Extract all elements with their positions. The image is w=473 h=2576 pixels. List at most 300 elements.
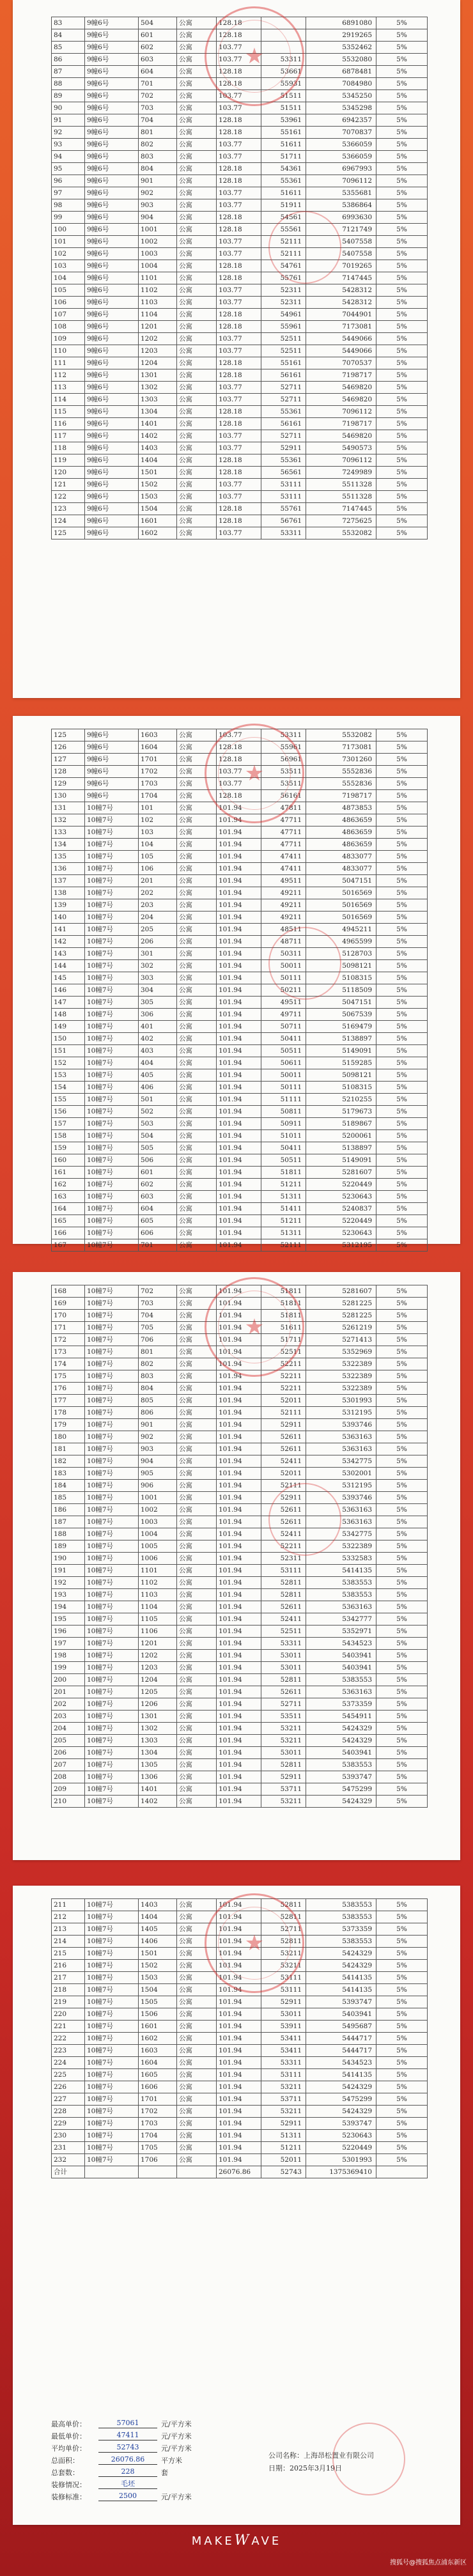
table-cell: 5469820 xyxy=(306,394,376,406)
table-cell: 101.94 xyxy=(217,1911,261,1923)
table-cell: 5403941 xyxy=(306,1747,376,1759)
table-cell: 148 xyxy=(52,1009,85,1021)
table-cell: 56561 xyxy=(261,467,306,479)
table-row xyxy=(52,90,428,102)
table-cell: 公寓 xyxy=(177,321,217,333)
table-cell: 5% xyxy=(376,1298,428,1310)
table-cell: 7019265 xyxy=(306,260,376,272)
table-cell: 101.94 xyxy=(217,1191,261,1203)
table-cell: 113 xyxy=(52,382,85,394)
table-cell: 5393746 xyxy=(306,1492,376,1504)
table-cell: 5% xyxy=(376,863,428,875)
table-cell: 5% xyxy=(376,1215,428,1227)
table-row xyxy=(52,1215,428,1227)
table-row xyxy=(52,1528,428,1540)
table-cell: 5% xyxy=(376,754,428,766)
table-cell: 701 xyxy=(139,1239,177,1252)
table-cell: 5% xyxy=(376,1650,428,1662)
table-cell: 6942357 xyxy=(306,114,376,127)
table-row xyxy=(52,479,428,491)
table-cell: 公寓 xyxy=(177,1686,217,1698)
table-cell: 5469820 xyxy=(306,382,376,394)
table-cell: 5511328 xyxy=(306,491,376,503)
table-cell: 50811 xyxy=(261,1106,306,1118)
table-cell: 1601 xyxy=(139,515,177,527)
table-cell: 5532082 xyxy=(306,729,376,741)
table-cell: 702 xyxy=(139,90,177,102)
table-cell: 公寓 xyxy=(177,1972,217,1984)
table-cell: 101.94 xyxy=(217,1936,261,1948)
table-cell: 52011 xyxy=(261,1468,306,1480)
table-cell: 5393747 xyxy=(306,1996,376,2008)
table-row xyxy=(52,984,428,997)
table-cell: 101.94 xyxy=(217,1626,261,1638)
table-row xyxy=(52,839,428,851)
table-cell: 51811 xyxy=(261,1298,306,1310)
table-cell: 公寓 xyxy=(177,1057,217,1069)
table-cell: 公寓 xyxy=(177,1723,217,1735)
table-cell: 5% xyxy=(376,1455,428,1468)
table-cell: 1502 xyxy=(139,1960,177,1972)
table-cell: 128.18 xyxy=(217,515,261,527)
table-cell: 231 xyxy=(52,2142,85,2154)
table-cell: 5% xyxy=(376,1468,428,1480)
table-cell: 公寓 xyxy=(177,1130,217,1142)
table-cell: 5% xyxy=(376,1972,428,1984)
table-cell: 144 xyxy=(52,960,85,972)
table-cell: 603 xyxy=(139,1191,177,1203)
table-cell: 10幢7号 xyxy=(85,1686,139,1698)
table-cell: 5% xyxy=(376,2069,428,2081)
table-cell: 9幢6号 xyxy=(85,29,139,42)
summary-label: 平均单价： xyxy=(51,2444,86,2453)
table-cell: 5% xyxy=(376,1553,428,1565)
table-row xyxy=(52,369,428,382)
table-cell: 198 xyxy=(52,1650,85,1662)
table-cell: 5% xyxy=(376,875,428,887)
table-row xyxy=(52,899,428,912)
table-cell: 5383553 xyxy=(306,1899,376,1911)
table-cell: 97 xyxy=(52,187,85,199)
table-cell: 公寓 xyxy=(177,2093,217,2106)
table-cell: 5428312 xyxy=(306,297,376,309)
table-cell: 1005 xyxy=(139,1540,177,1553)
table-cell: 公寓 xyxy=(177,454,217,467)
table-row xyxy=(52,1285,428,1298)
table-cell: 177 xyxy=(52,1395,85,1407)
table-cell: 52011 xyxy=(261,1395,306,1407)
table-cell: 10幢7号 xyxy=(85,851,139,863)
total-cell: 26076.86 xyxy=(217,2166,261,2178)
table-cell: 7096112 xyxy=(306,406,376,418)
table-cell: 10幢7号 xyxy=(85,936,139,948)
table-cell: 103.77 xyxy=(217,345,261,357)
table-cell: 1601 xyxy=(139,2021,177,2033)
table-cell: 101.94 xyxy=(217,1239,261,1252)
summary-row xyxy=(51,2454,262,2466)
table-cell: 184 xyxy=(52,1480,85,1492)
table-cell: 902 xyxy=(139,187,177,199)
summary-value: 2500 xyxy=(98,2492,157,2501)
table-row xyxy=(52,1577,428,1589)
table-cell: 5% xyxy=(376,960,428,972)
table-row xyxy=(52,948,428,960)
table-cell: 10幢7号 xyxy=(85,1045,139,1057)
table-cell: 101.94 xyxy=(217,1203,261,1215)
table-cell: 5% xyxy=(376,29,428,42)
table-cell: 56761 xyxy=(261,515,306,527)
table-cell: 53711 xyxy=(261,2093,306,2106)
table-cell: 90 xyxy=(52,102,85,114)
table-row xyxy=(52,1553,428,1565)
table-row xyxy=(52,66,428,78)
table-cell: 1301 xyxy=(139,1711,177,1723)
table-cell: 10幢7号 xyxy=(85,1650,139,1662)
table-cell: 51911 xyxy=(261,199,306,212)
table-cell: 5552836 xyxy=(306,778,376,790)
table-cell: 5% xyxy=(376,175,428,187)
table-cell: 501 xyxy=(139,1094,177,1106)
price-summary xyxy=(51,2417,262,2502)
table-cell: 101.94 xyxy=(217,1723,261,1735)
table-cell: 101.94 xyxy=(217,1553,261,1565)
table-row xyxy=(52,224,428,236)
table-cell: 5% xyxy=(376,1996,428,2008)
table-cell: 5067539 xyxy=(306,1009,376,1021)
table-cell: 53411 xyxy=(261,2033,306,2045)
table-cell: 7147445 xyxy=(306,272,376,284)
table-cell: 5414135 xyxy=(306,1984,376,1996)
table-cell: 7096112 xyxy=(306,175,376,187)
table-cell: 206 xyxy=(139,936,177,948)
table-cell: 101.94 xyxy=(217,1899,261,1911)
table-cell: 5271413 xyxy=(306,1334,376,1346)
table-cell: 204 xyxy=(52,1723,85,1735)
table-cell: 9幢6号 xyxy=(85,42,139,54)
table-row xyxy=(52,802,428,814)
table-cell: 5% xyxy=(376,2154,428,2166)
table-cell: 5469820 xyxy=(306,430,376,442)
table-cell: 5% xyxy=(376,741,428,754)
table-cell: 187 xyxy=(52,1516,85,1528)
table-cell: 公寓 xyxy=(177,1899,217,1911)
table-cell: 5% xyxy=(376,1383,428,1395)
table-cell: 151 xyxy=(52,1045,85,1057)
table-cell: 106 xyxy=(139,863,177,875)
table-cell: 10幢7号 xyxy=(85,1923,139,1936)
table-cell: 128.18 xyxy=(217,418,261,430)
table-cell: 5% xyxy=(376,454,428,467)
table-row xyxy=(52,1601,428,1613)
table-cell: 904 xyxy=(139,212,177,224)
table-cell: 1604 xyxy=(139,2057,177,2069)
table-row xyxy=(52,163,428,175)
table-cell: 1304 xyxy=(139,1747,177,1759)
table-cell: 102 xyxy=(52,248,85,260)
table-row xyxy=(52,1154,428,1167)
table-cell: 公寓 xyxy=(177,1528,217,1540)
table-cell: 5138897 xyxy=(306,1033,376,1045)
table-cell: 5% xyxy=(376,260,428,272)
table-row xyxy=(52,236,428,248)
table-cell: 101 xyxy=(52,236,85,248)
table-cell: 1201 xyxy=(139,1638,177,1650)
table-cell: 50011 xyxy=(261,960,306,972)
table-cell: 55761 xyxy=(261,503,306,515)
table-cell: 5% xyxy=(376,1419,428,1431)
table-cell: 5% xyxy=(376,1948,428,1960)
table-cell: 5% xyxy=(376,17,428,29)
table-cell: 163 xyxy=(52,1191,85,1203)
table-cell: 101.94 xyxy=(217,2045,261,2057)
table-cell: 5552836 xyxy=(306,766,376,778)
table-row xyxy=(52,826,428,839)
table-cell: 128.18 xyxy=(217,212,261,224)
pricing-table-2 xyxy=(51,729,428,1252)
table-cell: 134 xyxy=(52,839,85,851)
table-cell: 101.94 xyxy=(217,1735,261,1747)
table-cell: 公寓 xyxy=(177,248,217,260)
table-cell: 5363163 xyxy=(306,1504,376,1516)
table-cell: 101.94 xyxy=(217,1334,261,1346)
table-cell: 5% xyxy=(376,2033,428,2045)
table-row xyxy=(52,790,428,802)
table-cell: 公寓 xyxy=(177,1431,217,1443)
table-cell: 141 xyxy=(52,924,85,936)
table-cell: 127 xyxy=(52,754,85,766)
table-cell: 228 xyxy=(52,2106,85,2118)
table-cell: 10幢7号 xyxy=(85,863,139,875)
table-cell: 103.77 xyxy=(217,333,261,345)
table-cell: 5% xyxy=(376,1322,428,1334)
table-cell: 公寓 xyxy=(177,2033,217,2045)
table-cell: 10幢7号 xyxy=(85,1480,139,1492)
table-cell: 51611 xyxy=(261,139,306,151)
table-cell: 公寓 xyxy=(177,778,217,790)
table-cell: 101.94 xyxy=(217,1106,261,1118)
table-cell: 101.94 xyxy=(217,1601,261,1613)
table-cell: 公寓 xyxy=(177,729,217,741)
table-cell: 5% xyxy=(376,1118,428,1130)
table-cell: 10幢7号 xyxy=(85,1638,139,1650)
table-cell: 215 xyxy=(52,1948,85,1960)
table-cell: 5% xyxy=(376,491,428,503)
document-page-1 xyxy=(13,0,460,698)
table-cell: 101.94 xyxy=(217,1431,261,1443)
table-cell: 101.94 xyxy=(217,1783,261,1796)
table-cell: 公寓 xyxy=(177,2081,217,2093)
table-cell: 146 xyxy=(52,984,85,997)
table-cell: 9幢6号 xyxy=(85,272,139,284)
table-cell: 公寓 xyxy=(177,1771,217,1783)
table-cell: 10幢7号 xyxy=(85,1899,139,1911)
table-cell: 101.94 xyxy=(217,948,261,960)
table-cell: 5% xyxy=(376,527,428,539)
table-cell: 51311 xyxy=(261,1227,306,1239)
table-cell: 7121749 xyxy=(306,224,376,236)
document-page-4 xyxy=(13,1886,460,2525)
table-cell: 1204 xyxy=(139,357,177,369)
table-cell: 101.94 xyxy=(217,863,261,875)
logo-text-mid: W xyxy=(234,2533,252,2549)
table-cell: 92 xyxy=(52,127,85,139)
table-total-row xyxy=(52,2166,428,2178)
table-row xyxy=(52,1960,428,1972)
table-cell: 101.94 xyxy=(217,984,261,997)
table-cell: 1202 xyxy=(139,1650,177,1662)
table-cell: 52611 xyxy=(261,1431,306,1443)
table-row xyxy=(52,1106,428,1118)
table-row xyxy=(52,729,428,741)
table-cell: 50911 xyxy=(261,1118,306,1130)
table-cell: 5% xyxy=(376,127,428,139)
table-cell: 505 xyxy=(139,1142,177,1154)
table-cell: 5% xyxy=(376,236,428,248)
table-cell: 101.94 xyxy=(217,997,261,1009)
table-cell: 101.94 xyxy=(217,826,261,839)
table-cell: 10幢7号 xyxy=(85,1540,139,1553)
table-cell: 603 xyxy=(139,54,177,66)
table-cell: 1604 xyxy=(139,741,177,754)
table-cell: 101.94 xyxy=(217,1577,261,1589)
table-row xyxy=(52,936,428,948)
table-cell: 103.77 xyxy=(217,199,261,212)
table-cell: 128.18 xyxy=(217,454,261,467)
table-cell: 5189867 xyxy=(306,1118,376,1130)
date-label: 日期： xyxy=(268,2464,290,2472)
table-cell: 101.94 xyxy=(217,1130,261,1142)
table-row xyxy=(52,1796,428,1808)
table-cell: 1104 xyxy=(139,309,177,321)
table-cell: 105 xyxy=(139,851,177,863)
table-cell: 10幢7号 xyxy=(85,1565,139,1577)
table-cell: 5312195 xyxy=(306,1239,376,1252)
table-cell: 5407558 xyxy=(306,236,376,248)
table-cell: 55961 xyxy=(261,741,306,754)
table-cell: 5240837 xyxy=(306,1203,376,1215)
table-cell: 公寓 xyxy=(177,127,217,139)
table-cell: 52211 xyxy=(261,1370,306,1383)
table-cell: 55561 xyxy=(261,224,306,236)
table-cell: 公寓 xyxy=(177,309,217,321)
table-cell: 公寓 xyxy=(177,272,217,284)
table-cell: 5% xyxy=(376,333,428,345)
summary-value: 毛坯 xyxy=(98,2479,157,2489)
table-cell: 5444717 xyxy=(306,2033,376,2045)
table-cell: 10幢7号 xyxy=(85,1455,139,1468)
table-cell: 公寓 xyxy=(177,984,217,997)
table-cell: 公寓 xyxy=(177,1565,217,1577)
table-row xyxy=(52,1057,428,1069)
table-cell: 5% xyxy=(376,1674,428,1686)
table-row xyxy=(52,1626,428,1638)
table-cell: 403 xyxy=(139,1045,177,1057)
total-cell xyxy=(177,2166,217,2178)
table-cell: 51611 xyxy=(261,187,306,199)
table-cell: 5383553 xyxy=(306,1936,376,1948)
table-cell: 1002 xyxy=(139,1504,177,1516)
table-row xyxy=(52,442,428,454)
table-cell: 10幢7号 xyxy=(85,1179,139,1191)
table-cell: 5355681 xyxy=(306,187,376,199)
table-cell: 52911 xyxy=(261,2118,306,2130)
table-cell: 103.77 xyxy=(217,778,261,790)
table-cell: 10幢7号 xyxy=(85,887,139,899)
table-cell: 101.94 xyxy=(217,2154,261,2166)
table-cell: 111 xyxy=(52,357,85,369)
table-cell: 706 xyxy=(139,1334,177,1346)
table-cell: 149 xyxy=(52,1021,85,1033)
table-cell: 5% xyxy=(376,1923,428,1936)
table-cell: 120 xyxy=(52,467,85,479)
table-cell: 5% xyxy=(376,1504,428,1516)
table-cell: 196 xyxy=(52,1626,85,1638)
table-cell: 101.94 xyxy=(217,1310,261,1322)
table-cell: 5% xyxy=(376,90,428,102)
table-cell: 52511 xyxy=(261,1626,306,1638)
table-cell: 公寓 xyxy=(177,1383,217,1395)
table-cell: 50111 xyxy=(261,1082,306,1094)
table-row xyxy=(52,2081,428,2093)
table-cell: 5% xyxy=(376,382,428,394)
table-cell: 5% xyxy=(376,163,428,175)
table-cell: 5% xyxy=(376,948,428,960)
table-cell: 7301260 xyxy=(306,754,376,766)
table-cell: 5281607 xyxy=(306,1285,376,1298)
table-cell: 5% xyxy=(376,997,428,1009)
table-cell: 10幢7号 xyxy=(85,1130,139,1142)
table-cell: 公寓 xyxy=(177,839,217,851)
table-cell: 50211 xyxy=(261,984,306,997)
table-cell: 103.77 xyxy=(217,766,261,778)
table-cell: 170 xyxy=(52,1310,85,1322)
table-row xyxy=(52,1771,428,1783)
table-cell: 10幢7号 xyxy=(85,1358,139,1370)
table-cell: 1503 xyxy=(139,491,177,503)
table-cell: 公寓 xyxy=(177,1142,217,1154)
table-row xyxy=(52,1443,428,1455)
table-row xyxy=(52,2118,428,2130)
table-cell: 1304 xyxy=(139,406,177,418)
table-cell: 51811 xyxy=(261,1167,306,1179)
table-cell: 5% xyxy=(376,2093,428,2106)
table-cell: 223 xyxy=(52,2045,85,2057)
table-cell: 103.77 xyxy=(217,248,261,260)
table-cell: 53111 xyxy=(261,1984,306,1996)
table-cell: 5098121 xyxy=(306,1069,376,1082)
table-cell: 903 xyxy=(139,199,177,212)
table-row xyxy=(52,1431,428,1443)
table-cell: 101.94 xyxy=(217,1118,261,1130)
table-cell: 803 xyxy=(139,1370,177,1383)
table-cell: 189 xyxy=(52,1540,85,1553)
table-cell: 801 xyxy=(139,1346,177,1358)
table-cell: 公寓 xyxy=(177,948,217,960)
table-row xyxy=(52,887,428,899)
table-cell: 公寓 xyxy=(177,960,217,972)
table-cell: 404 xyxy=(139,1057,177,1069)
table-cell: 9幢6号 xyxy=(85,78,139,90)
table-cell: 94 xyxy=(52,151,85,163)
table-row xyxy=(52,1239,428,1252)
table-cell: 5444717 xyxy=(306,2045,376,2057)
table-cell: 1602 xyxy=(139,527,177,539)
table-cell: 128.18 xyxy=(217,406,261,418)
summary-row xyxy=(51,2466,262,2478)
table-cell: 101.94 xyxy=(217,1984,261,1996)
table-row xyxy=(52,778,428,790)
table-cell: 51811 xyxy=(261,1285,306,1298)
